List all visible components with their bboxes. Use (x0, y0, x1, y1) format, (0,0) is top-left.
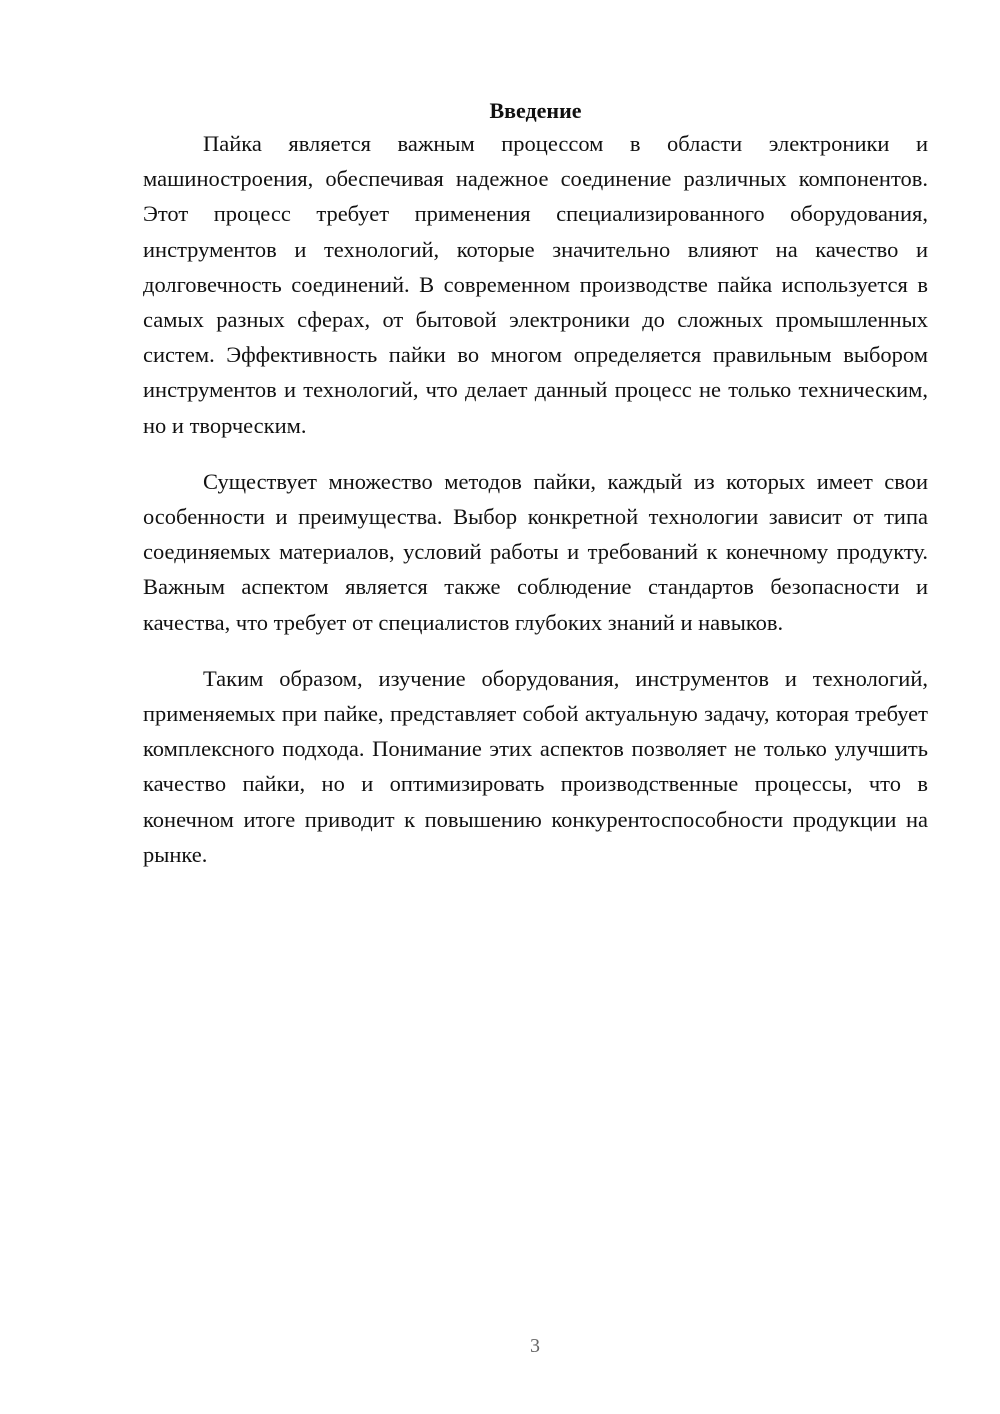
page-number: 3 (530, 1335, 540, 1357)
paragraph-3: Таким образом, изучение оборудования, инструментов и технологий, применяемых при пайке, представляет собой актуальную задачу, которая требует комплексного подхода. Понимание этих аспектов позволяет не только улучшить качество пайки, но и оптимизировать производственные процессы, что в конечном итоге приводит к повышению конкурентоспособности продукции на рынке. (143, 665, 928, 867)
paragraph-1: Пайка является важным процессом в области электроники и машиностроения, обеспечивая надежное соединение различных компонентов. Этот процесс требует применения специализированного оборудования, инструментов и технологий, которые значительно влияют на качество и долговечность соединений. В современном производстве пайка используется в самых разных сферах, от бытовой электроники до сложных промышленных систем. Эффективность пайки во многом определяется правильным выбором инструментов и технологий, что делает данный процесс не только техническим, но и творческим. (143, 131, 928, 438)
paragraph-2: Существует множество методов пайки, каждый из которых имеет свои особенности и преимущества. Выбор конкретной технологии зависит от типа соединяемых материалов, условий работы и требований к конечному продукту. Важным аспектом является также соблюдение стандартов безопасности и качества, что требует от специалистов глубоких знаний и навыков. (143, 468, 928, 635)
section-heading: Введение (489, 98, 582, 123)
page-content (143, 96, 928, 872)
